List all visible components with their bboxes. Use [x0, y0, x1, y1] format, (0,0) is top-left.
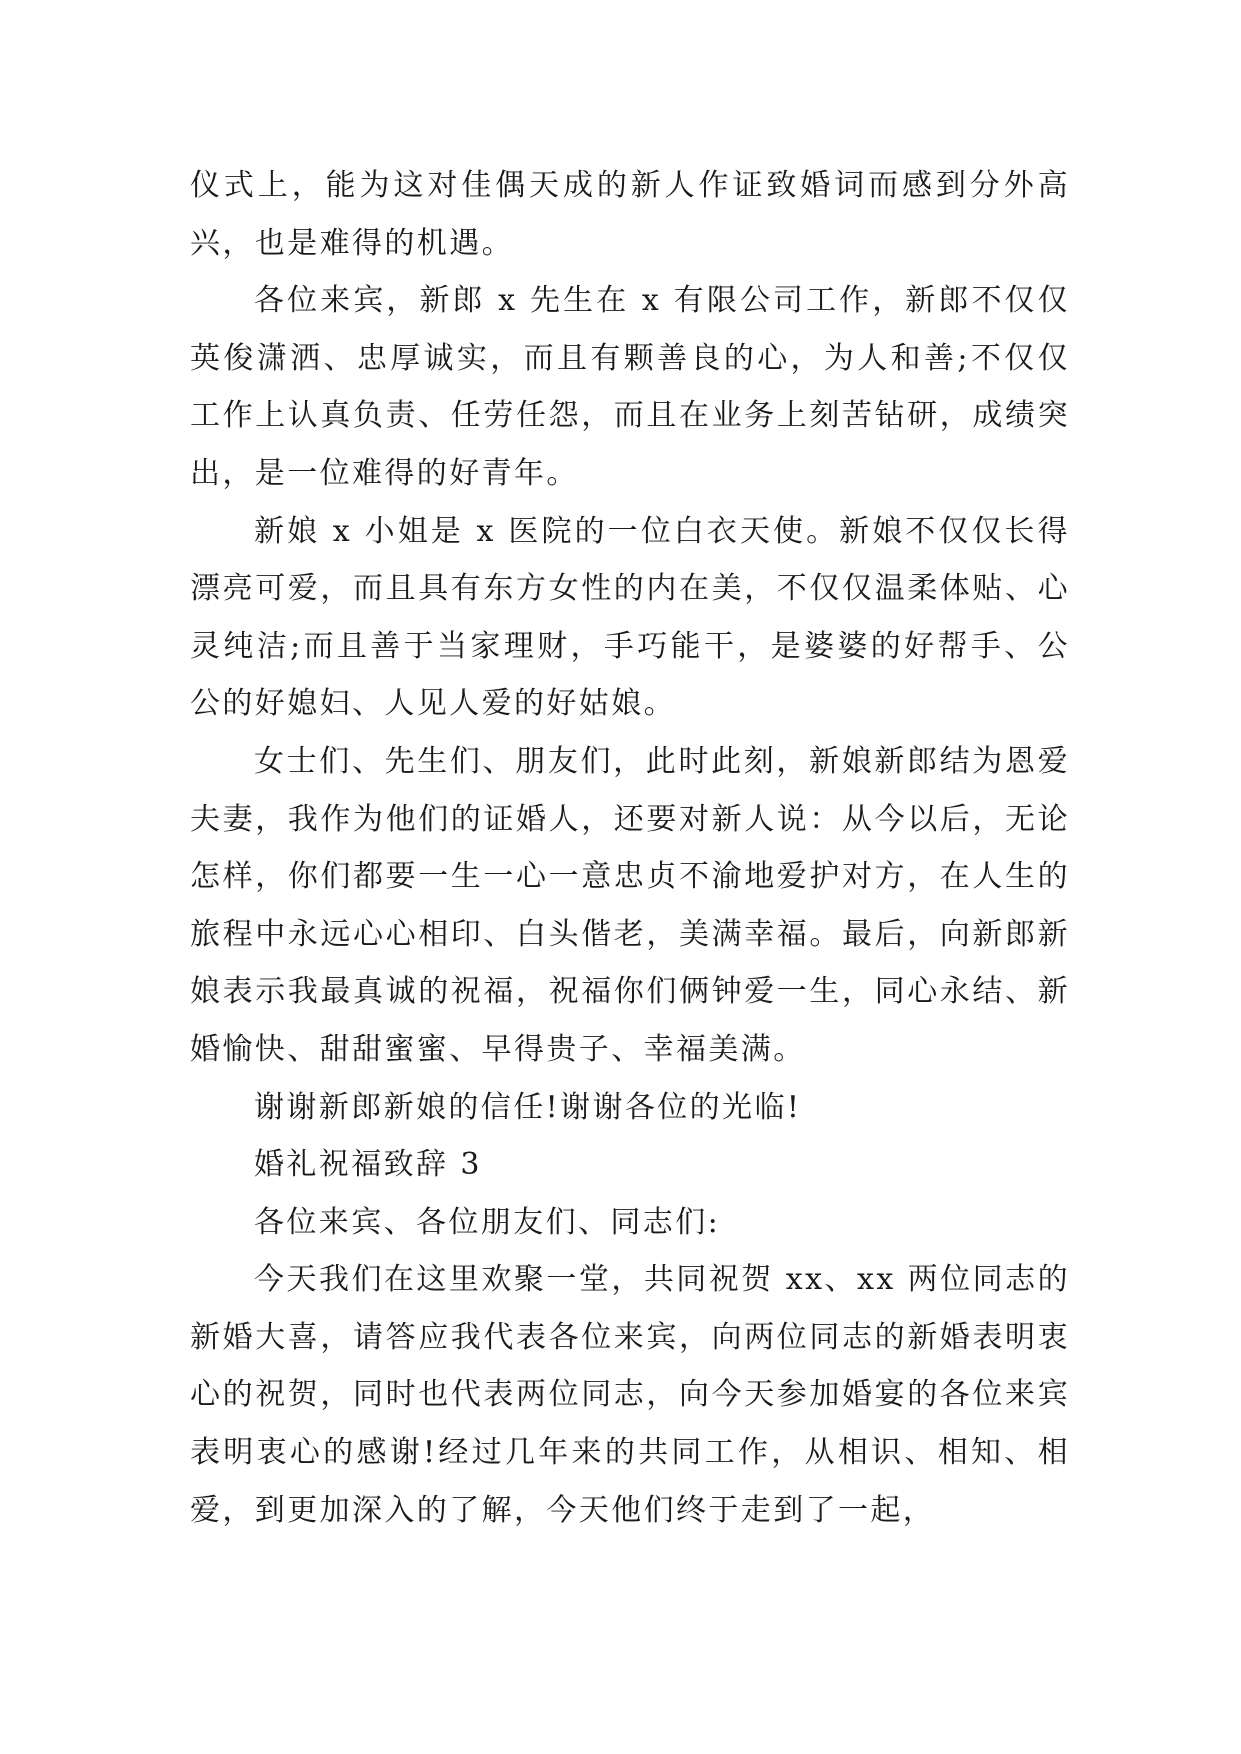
paragraph-groom-introduction: 各位来宾，新郎 x 先生在 x 有限公司工作，新郎不仅仅英俊潇洒、忠厚诚实，而且有颗善良的心，为人和善;不仅仅工作上认真负责、任劳任怨，而且在业务上刻苦钻研，成绩突出，是一位难得的好青年。 [190, 283, 1070, 491]
document-body [190, 157, 1070, 1539]
paragraph-opening: 今天我们在这里欢聚一堂，共同祝贺 xx、xx 两位同志的新婚大喜，请答应我代表各位来宾，向两位同志的新婚表明衷心的祝贺，同时也代表两位同志，向今天参加婚宴的各位来宾表明衷心的感谢!经过几年来的共同工作，从相识、相知、相爱，到更加深入的了解，今天他们终于走到了一起， [190, 1262, 1070, 1528]
paragraph-bride-introduction: 新娘 x 小姐是 x 医院的一位白衣天使。新娘不仅仅长得漂亮可爱，而且具有东方女性的内在美，不仅仅温柔体贴、心灵纯洁;而且善于当家理财，手巧能干，是婆婆的好帮手、公公的好媳妇、人见人爱的好姑娘。 [190, 513, 1070, 722]
paragraph-thanks: 谢谢新郎新娘的信任!谢谢各位的光临! [254, 1089, 802, 1125]
paragraph-continuation: 仪式上，能为这对佳偶天成的新人作证致婚词而感到分外高兴，也是难得的机遇。 [190, 168, 1070, 261]
paragraph-wishes: 女士们、先生们、朋友们，此时此刻，新娘新郎结为恩爱夫妻，我作为他们的证婚人，还要对新人说：从今以后，无论怎样，你们都要一生一心一意忠贞不渝地爱护对方，在人生的旅程中永远心心相印、白头偕老，美满幸福。最后，向新郎新娘表示我最真诚的祝福，祝福你们俩钟爱一生，同心永结、新婚愉快、甜甜蜜蜜、早得贵子、幸福美满。 [190, 743, 1070, 1067]
paragraph-salutation: 各位来宾、各位朋友们、同志们: [254, 1204, 721, 1240]
section-heading: 婚礼祝福致辞 3 [254, 1147, 482, 1183]
